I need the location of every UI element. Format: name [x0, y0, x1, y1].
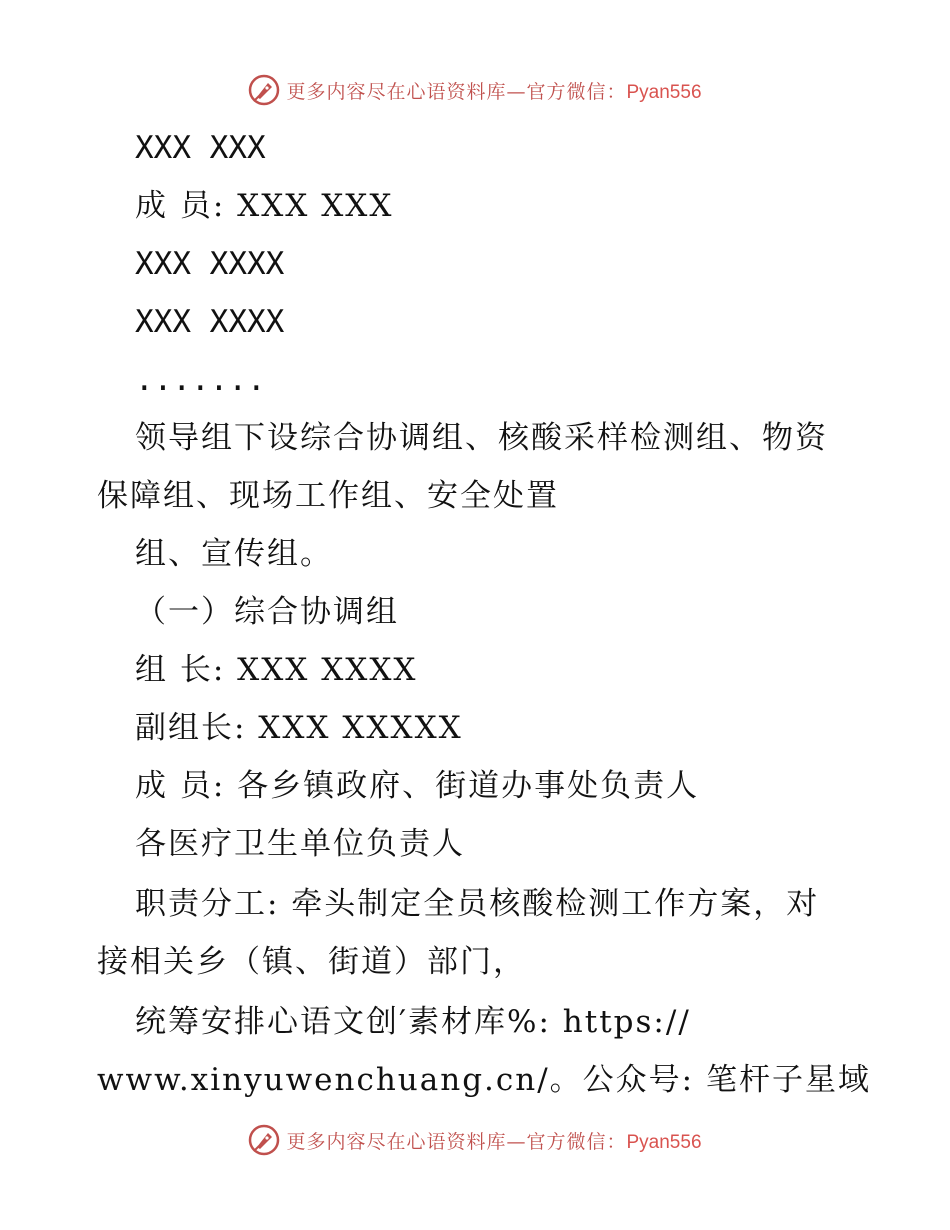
text-line-16: 统筹安排心语文创′素材库%: https://: [135, 1004, 691, 1040]
banner-wechat-id: Pyan556: [626, 81, 702, 103]
text-line-15: 接相关乡（镇、街道）部门，: [97, 944, 526, 980]
text-line-2-content: 成 员: XXX XXX: [135, 188, 394, 224]
banner-text: [286, 77, 701, 104]
pen-nib-logo-icon: [248, 1124, 280, 1156]
banner-dash: —: [506, 80, 527, 103]
banner-wechat-label-bottom: 官方微信：: [526, 1130, 627, 1153]
footer-banner: [0, 1120, 950, 1160]
text-line-13: 各医疗卫生单位负责人: [135, 826, 465, 862]
banner-wechat-id-bottom: Pyan556: [626, 1131, 702, 1153]
text-line-17: www.xinyuwenchuang.cn/。公众号: 笔杆子星域: [97, 1062, 871, 1098]
banner-title-bottom: 更多内容尽在心语资料库: [286, 1130, 507, 1153]
banner-dash-bottom: —: [506, 1130, 527, 1153]
text-line-10: 组 长: XXX XXXX: [135, 652, 418, 688]
text-line-1: XXX XXX: [135, 130, 266, 166]
text-line-3: XXX XXXX: [135, 246, 285, 282]
text-line-2: [0, 186, 950, 226]
section-heading: （一）综合协调组: [135, 594, 399, 630]
text-line-12: 成 员: 各乡镇政府、街道办事处负责人: [135, 768, 700, 804]
text-line-4: XXX XXXX: [135, 304, 285, 340]
text-line-5: .......: [135, 362, 266, 398]
banner-inner-bottom: [248, 1124, 701, 1156]
text-line-6: 领导组下设综合协调组、核酸采样检测组、物资: [135, 420, 828, 456]
banner-inner: [248, 74, 701, 106]
text-line-7: 保障组、现场工作组、安全处置: [97, 478, 559, 514]
banner-text-bottom: [286, 1127, 701, 1154]
text-line-8: 组、宣传组。: [135, 536, 333, 572]
text-line-11: 副组长: XXX XXXXX: [135, 710, 463, 746]
header-banner: [0, 70, 950, 110]
text-line-14: 职责分工: 牵头制定全员核酸检测工作方案，对: [135, 886, 820, 922]
pen-nib-logo-icon: [248, 74, 280, 106]
banner-wechat-label: 官方微信：: [526, 80, 627, 103]
banner-title: 更多内容尽在心语资料库: [286, 80, 507, 103]
